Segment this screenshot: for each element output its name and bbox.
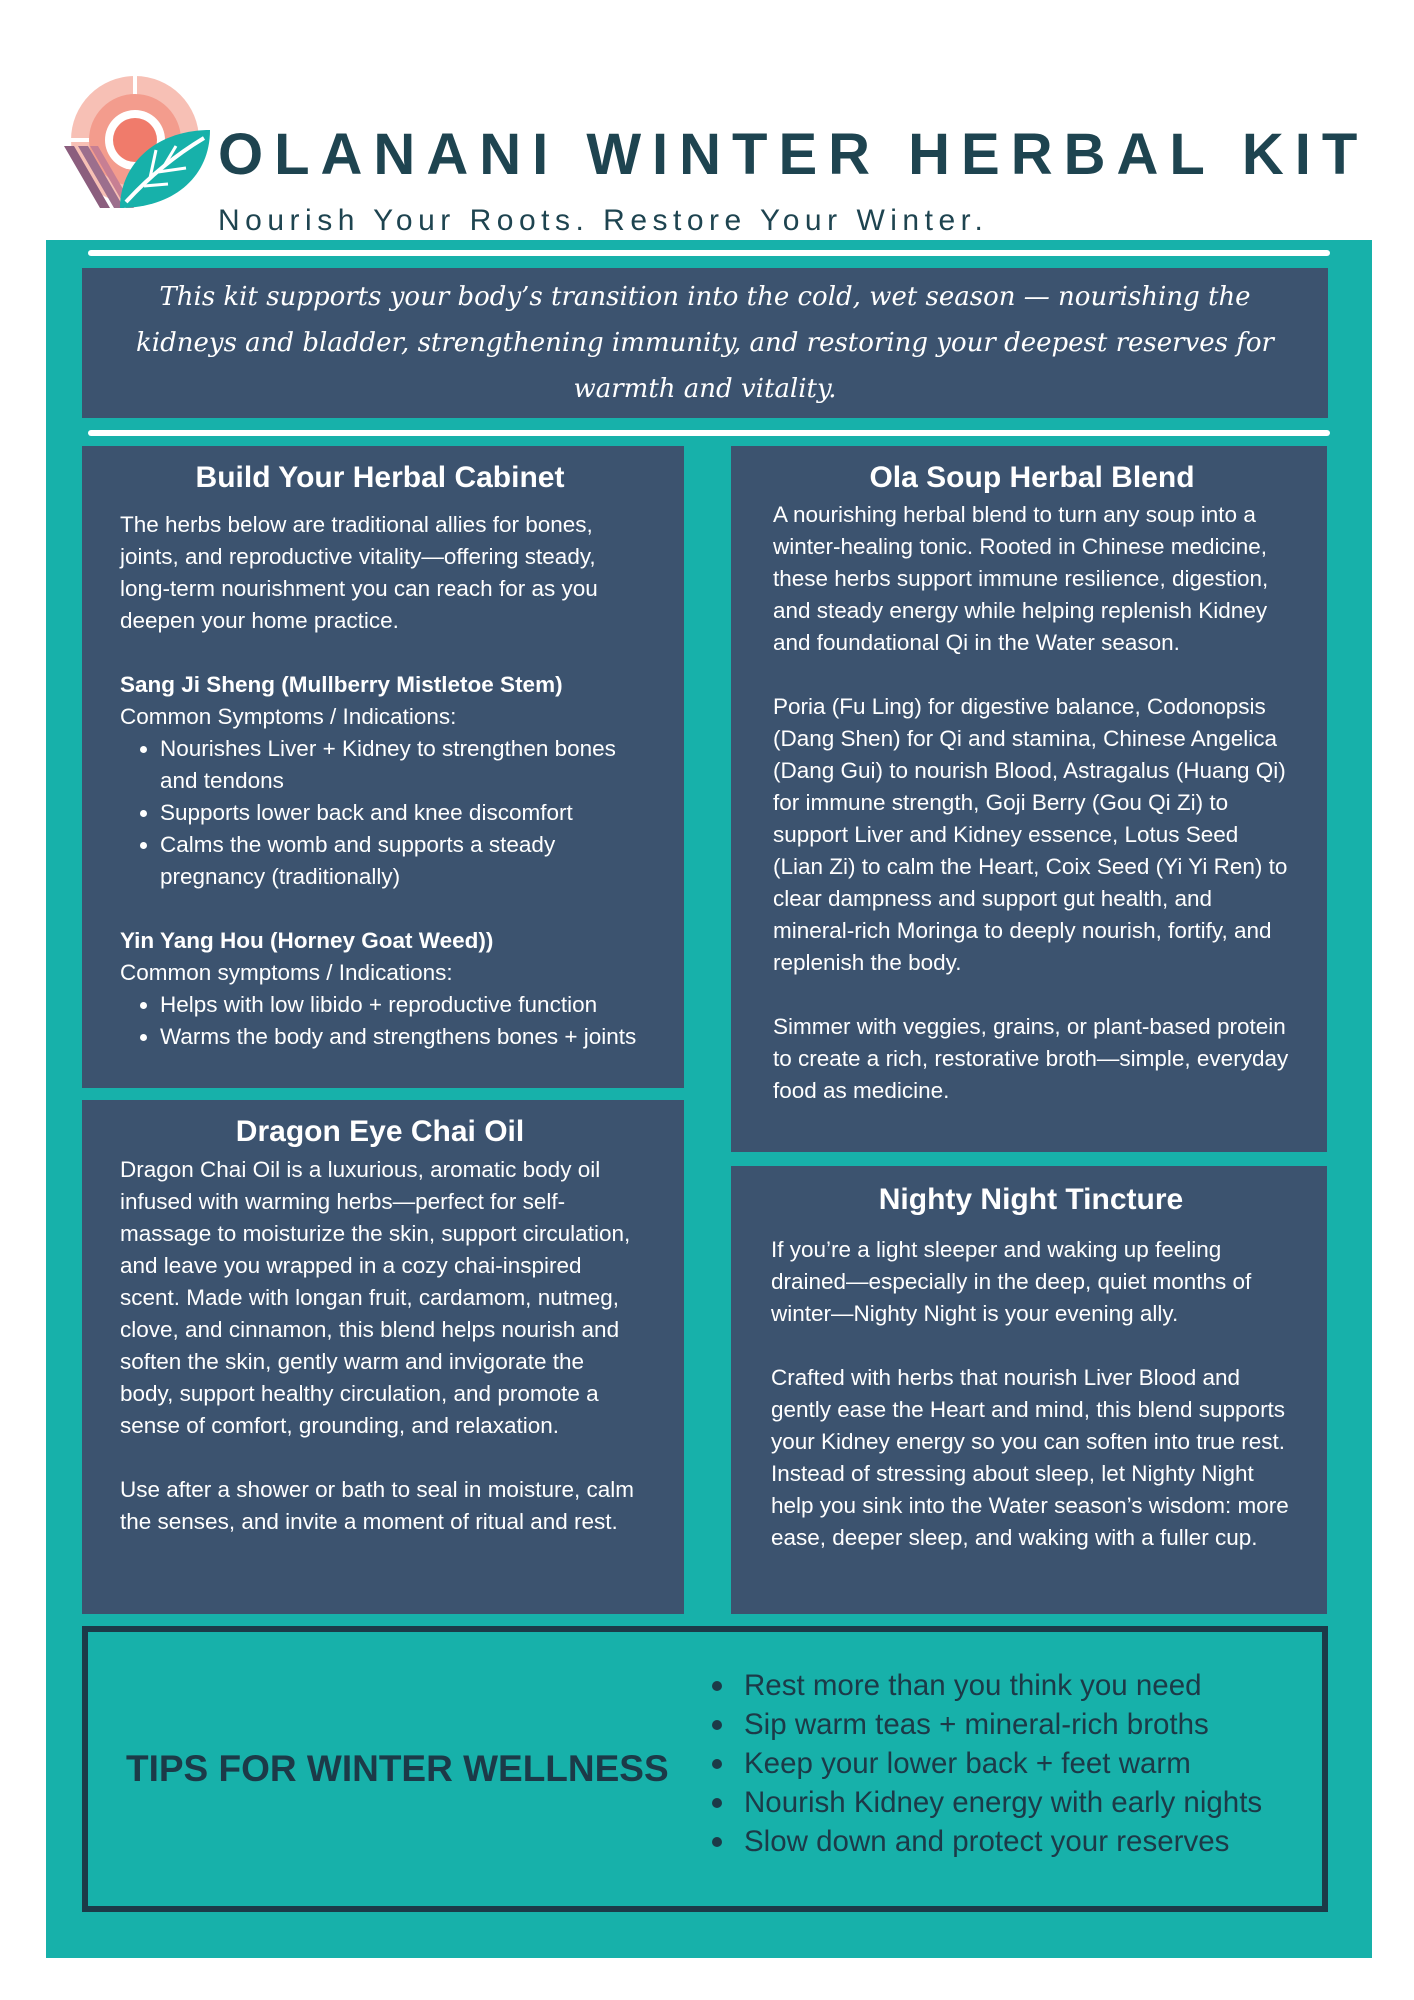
list-item: Rest more than you think you need <box>708 1666 1262 1705</box>
list-item: Slow down and protect your reserves <box>708 1822 1262 1861</box>
list-item: • Calms the womb and supports a steady pregnancy (traditionally) <box>160 829 640 893</box>
list-item: • Helps with low libido + reproductive function <box>160 989 640 1021</box>
list-item: Sip warm teas + mineral-rich broths <box>708 1705 1262 1744</box>
herbal-cabinet-intro: The herbs below are traditional allies for bones, joints, and reproductive vitality—offering steady, long-term nourishment you can reach for as you deepen your home practice. <box>120 512 598 633</box>
list-item: • Warms the body and strengthens bones + joints <box>160 1021 640 1053</box>
tincture-panel <box>731 1166 1327 1614</box>
divider-bottom <box>88 430 1330 436</box>
tincture-intro: If you’re a light sleeper and waking up feeling drained—especially in the deep, quiet months of winter—Nighty Night is your evening ally. <box>771 1237 1252 1326</box>
logo-icon <box>60 68 210 218</box>
herb-name: Yin Yang Hou (Horney Goat Weed)) <box>120 928 494 953</box>
soup-blend-panel <box>731 446 1327 1152</box>
chai-oil-title: Dragon Eye Chai Oil <box>235 1115 525 1148</box>
herb-label: Common symptoms / Indications: <box>120 960 453 985</box>
tips-heading: TIPS FOR WINTER WELLNESS <box>126 1748 669 1789</box>
herb-label: Common Symptoms / Indications: <box>120 704 457 729</box>
tips-box <box>82 1626 1328 1912</box>
tincture-title: Nighty Night Tincture <box>878 1183 1184 1216</box>
page-title: OLANANI WINTER HERBAL KIT <box>218 122 1369 187</box>
list-item: • Supports lower back and knee discomfort <box>160 797 640 829</box>
list-item: Nourish Kidney energy with early nights <box>708 1783 1262 1822</box>
soup-blend-usage: Simmer with veggies, grains, or plant-based protein to create a rich, restorative broth—simple, everyday food as medicine. <box>773 1014 1289 1103</box>
soup-blend-title: Ola Soup Herbal Blend <box>869 461 1195 494</box>
herbal-cabinet-panel <box>82 446 684 1088</box>
divider-top <box>88 250 1330 256</box>
herbal-cabinet-title: Build Your Herbal Cabinet <box>195 461 565 494</box>
list-item: Keep your lower back + feet warm <box>708 1744 1262 1783</box>
soup-blend-ingredients: Poria (Fu Ling) for digestive balance, Codonopsis (Dang Shen) for Qi and stamina, Chinese Angelica (Dang Gui) to nourish Blood, Astragalus (Huang Qi) for immune strength, Goji Berry (Gou Qi Zi) to support Liver and Kidney essence, Lotus Seed (Lian Zi) to calm the Heart, Coix Seed (Yi Yi Ren) to clear dampness and support gut health, and mineral-rich Moringa to deeply nourish, fortify, and replenish the body. <box>773 694 1288 975</box>
chai-oil-panel <box>82 1100 684 1614</box>
herb-indications-list <box>120 733 640 893</box>
chai-oil-description: Dragon Chai Oil is a luxurious, aromatic body oil infused with warming herbs—perfect for self-massage to moisturize the skin, support circulation, and leave you wrapped in a cozy chai-inspired scent. Made with longan fruit, cardamom, nutmeg, clove, and cinnamon, this blend helps nourish and soften the skin, gently warm and invigorate the body, support healthy circulation, and promote a sense of comfort, grounding, and relaxation. <box>120 1157 631 1438</box>
intro-text: This kit supports your body’s transition into the cold, wet season — nourishing the kidneys and bladder, strengthening immunity, and restoring your deepest reserves for warmth and vitality. <box>136 282 1274 404</box>
tagline: Nourish Your Roots. Restore Your Winter. <box>218 204 989 237</box>
chai-oil-usage: Use after a shower or bath to seal in moisture, calm the senses, and invite a moment of ritual and rest. <box>120 1477 634 1534</box>
intro-banner <box>82 268 1328 418</box>
herb-indications-list <box>120 989 640 1053</box>
tips-list <box>708 1666 1262 1861</box>
soup-blend-intro: A nourishing herbal blend to turn any soup into a winter-healing tonic. Rooted in Chinese medicine, these herbs support immune resilience, digestion, and steady energy while helping replenish Kidney and foundational Qi in the Water season. <box>773 502 1269 655</box>
herb-name: Sang Ji Sheng (Mullberry Mistletoe Stem) <box>120 672 563 697</box>
tincture-description: Crafted with herbs that nourish Liver Blood and gently ease the Heart and mind, this blend supports your Kidney energy so you can soften into true rest. Instead of stressing about sleep, let Nighty Night help you sink into the Water season’s wisdom: more ease, deeper sleep, and waking with a fuller cup. <box>771 1365 1289 1550</box>
list-item: • Nourishes Liver + Kidney to strengthen bones and tendons <box>160 733 640 797</box>
